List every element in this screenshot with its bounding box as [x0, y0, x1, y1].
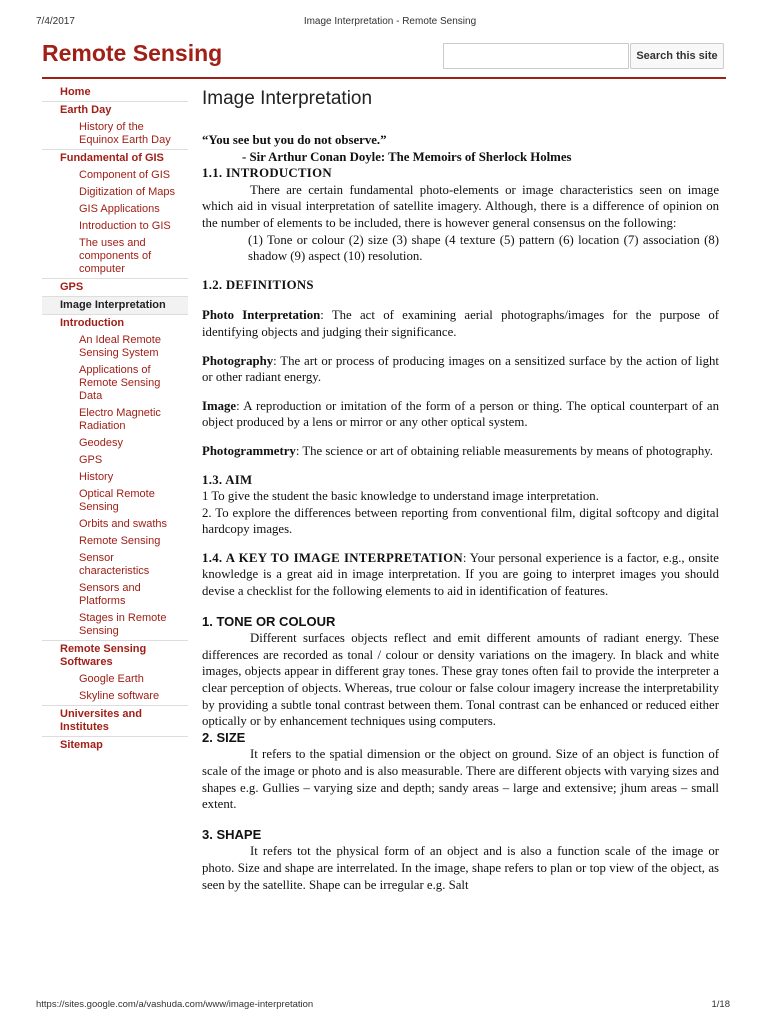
section-heading-tone: 1. TONE OR COLOUR	[202, 613, 336, 629]
sidebar-item-geodesy[interactable]: Geodesy	[79, 437, 124, 449]
intro-paragraph: There are certain fundamental photo-elements or image characteristics seen on image which aid in visual interpretation of satellite imagery. Although, there is a difference of opinion on the number of elements to be included, there is however general consensus on the following:	[202, 182, 719, 230]
main-content	[202, 88, 719, 893]
site-title[interactable]: Remote Sensing	[42, 40, 223, 66]
shape-paragraph: It refers tot the physical form of an object and is also a function scale of the image or photo. Size and shape are interrelated. In the image, shape refers to plan or top view of the object, as seen by the satellite. Shape can be irregular e.g. Salt	[202, 844, 719, 892]
sidebar-item-history-of-the-equinox-earth-day[interactable]: History of the Equinox Earth Day	[79, 121, 171, 146]
sidebar-item-component-of-gis[interactable]: Component of GIS	[79, 169, 171, 181]
sidebar-item-orbits-and-swaths[interactable]: Orbits and swaths	[79, 518, 168, 530]
page-title: Image Interpretation	[202, 88, 373, 109]
search-button[interactable]: Search this site	[630, 43, 724, 69]
definition-term: Photography	[202, 353, 274, 368]
sidebar-item-sitemap[interactable]: Sitemap	[42, 736, 188, 754]
header-divider	[42, 77, 726, 79]
sidebar-item-image-interpretation[interactable]: Image Interpretation	[42, 296, 188, 314]
intro-element-list: (1) Tone or colour (2) size (3) shape (4 texture (5) pattern (6) location (7) association (8) shadow (9) aspect (10) resolution.	[248, 232, 719, 264]
print-date: 7/4/2017	[36, 16, 75, 27]
sidebar-item-the-uses-and-components-of-computer[interactable]: The uses and components of computer	[79, 237, 152, 275]
key-text: : Your personal experience is a factor, e.g., onsite knowledge is a great aid in image interpretation. If you are going to interpret images you should devise a checklist for the following elements to aid in identification of features.	[202, 550, 719, 599]
search-input[interactable]	[443, 43, 629, 69]
definition-term: Image	[202, 398, 237, 413]
sidebar-item-applications-of-remote-sensing-data[interactable]: Applications of Remote Sensing Data	[79, 364, 161, 402]
definition-term: Photo Interpretation	[202, 308, 321, 323]
sidebar-item-history[interactable]: History	[79, 471, 114, 483]
sidebar-item-optical-remote-sensing[interactable]: Optical Remote Sensing	[79, 488, 155, 513]
aim-item: 1 To give the student the basic knowledge to understand image interpretation.	[202, 489, 599, 504]
sidebar-item-gis-applications[interactable]: GIS Applications	[79, 203, 160, 215]
sidebar-item-earth-day[interactable]: Earth Day	[42, 101, 188, 119]
definition-text: : The art or process of producing images on a sensitized surface by the action of light or other radiant energy.	[202, 353, 719, 385]
sidebar-item-gps[interactable]: GPS	[42, 278, 188, 296]
sidebar-item-an-ideal-remote-sensing-system[interactable]: An Ideal Remote Sensing System	[79, 334, 161, 359]
sidebar-item-digitization-of-maps[interactable]: Digitization of Maps	[79, 186, 175, 198]
section-heading-definitions: 1.2. DEFINITIONS	[202, 277, 314, 292]
definition-paragraph	[202, 443, 719, 460]
section-heading-introduction: 1.1. INTRODUCTION	[202, 166, 332, 181]
sidebar-item-remote-sensing-softwares[interactable]: Remote Sensing Softwares	[42, 640, 188, 671]
key-paragraph	[202, 550, 719, 600]
definition-paragraph	[202, 353, 719, 386]
section-heading-shape: 3. SHAPE	[202, 826, 262, 842]
definition-text: : The act of examining aerial photographs/images for the purpose of identifying objects and judging their significance.	[202, 308, 720, 339]
sidebar-item-introduction-to-gis[interactable]: Introduction to GIS	[79, 220, 171, 232]
definition-text: : A reproduction or imitation of the form of a person or thing. The optical counterpart of an object produced by a lens or mirror or any other optical system.	[202, 398, 719, 430]
sidebar-item-sensors-and-platforms[interactable]: Sensors and Platforms	[79, 582, 141, 607]
sidebar-item-gps[interactable]: GPS	[79, 454, 103, 466]
definition-text: : The science or art of obtaining reliable measurements by means of photography.	[295, 443, 713, 458]
sidebar-item-sensor-characteristics[interactable]: Sensor characteristics	[79, 552, 150, 577]
section-heading-size: 2. SIZE	[202, 729, 246, 745]
sidebar-item-introduction[interactable]: Introduction	[42, 314, 188, 332]
quote: “You see but you do not observe.”	[202, 133, 387, 147]
sidebar-item-electro-magnetic-radiation[interactable]: Electro Magnetic Radiation	[79, 407, 161, 432]
definition-paragraph	[202, 398, 719, 431]
tone-paragraph: Different surfaces objects reflect and emit different amounts of radiant energy. These differences are recorded as tonal / colour or density variations on the imagery. In black and white images, objects appear in different gray tones. These gray tones often fail to provide the interpreter a clear perception of objects. Whereas, true colour or false colour imagery increase the interpretability by providing a subtle tonal contrast between them. Tonal contrast can be enhanced or reduced either optically or by enhancement techniques using computers.	[202, 631, 719, 729]
sidebar-nav	[42, 84, 188, 754]
definition-paragraph	[202, 307, 719, 340]
print-url: https://sites.google.com/a/vashuda.com/www/image-interpretation	[36, 999, 314, 1010]
sidebar-item-remote-sensing[interactable]: Remote Sensing	[79, 535, 161, 547]
print-page-number: 1/18	[711, 999, 730, 1010]
sidebar-item-google-earth[interactable]: Google Earth	[79, 673, 144, 685]
aim-item: 2. To explore the differences between reporting from conventional film, digital softcopy and digital hardcopy images.	[202, 505, 719, 537]
section-heading-aim: 1.3. AIM	[202, 472, 253, 487]
section-heading-key: 1.4. A KEY TO IMAGE INTERPRETATION	[202, 550, 463, 565]
sidebar-item-universites-and-institutes[interactable]: Universites and Institutes	[42, 705, 188, 736]
print-title: Image Interpretation - Remote Sensing	[303, 16, 477, 27]
sidebar-item-skyline-software[interactable]: Skyline software	[79, 690, 160, 702]
sidebar-item-home[interactable]: Home	[60, 86, 91, 98]
definition-term: Photogrammetry	[202, 443, 296, 458]
sidebar-item-fundamental-of-gis[interactable]: Fundamental of GIS	[42, 149, 188, 167]
document-body	[202, 132, 719, 893]
size-paragraph: It refers to the spatial dimension or the object on ground. Size of an object is function of scale of the image or photo and is also measurable. There are different objects with varying sizes and shapes e.g. Gullies – varying size and depth; sandy areas – large and extensive; jhum areas – small extent.	[202, 747, 719, 812]
sidebar-item-stages-in-remote-sensing[interactable]: Stages in Remote Sensing	[79, 612, 167, 637]
quote-attribution: - Sir Arthur Conan Doyle: The Memoirs of Sherlock Holmes	[242, 149, 572, 164]
